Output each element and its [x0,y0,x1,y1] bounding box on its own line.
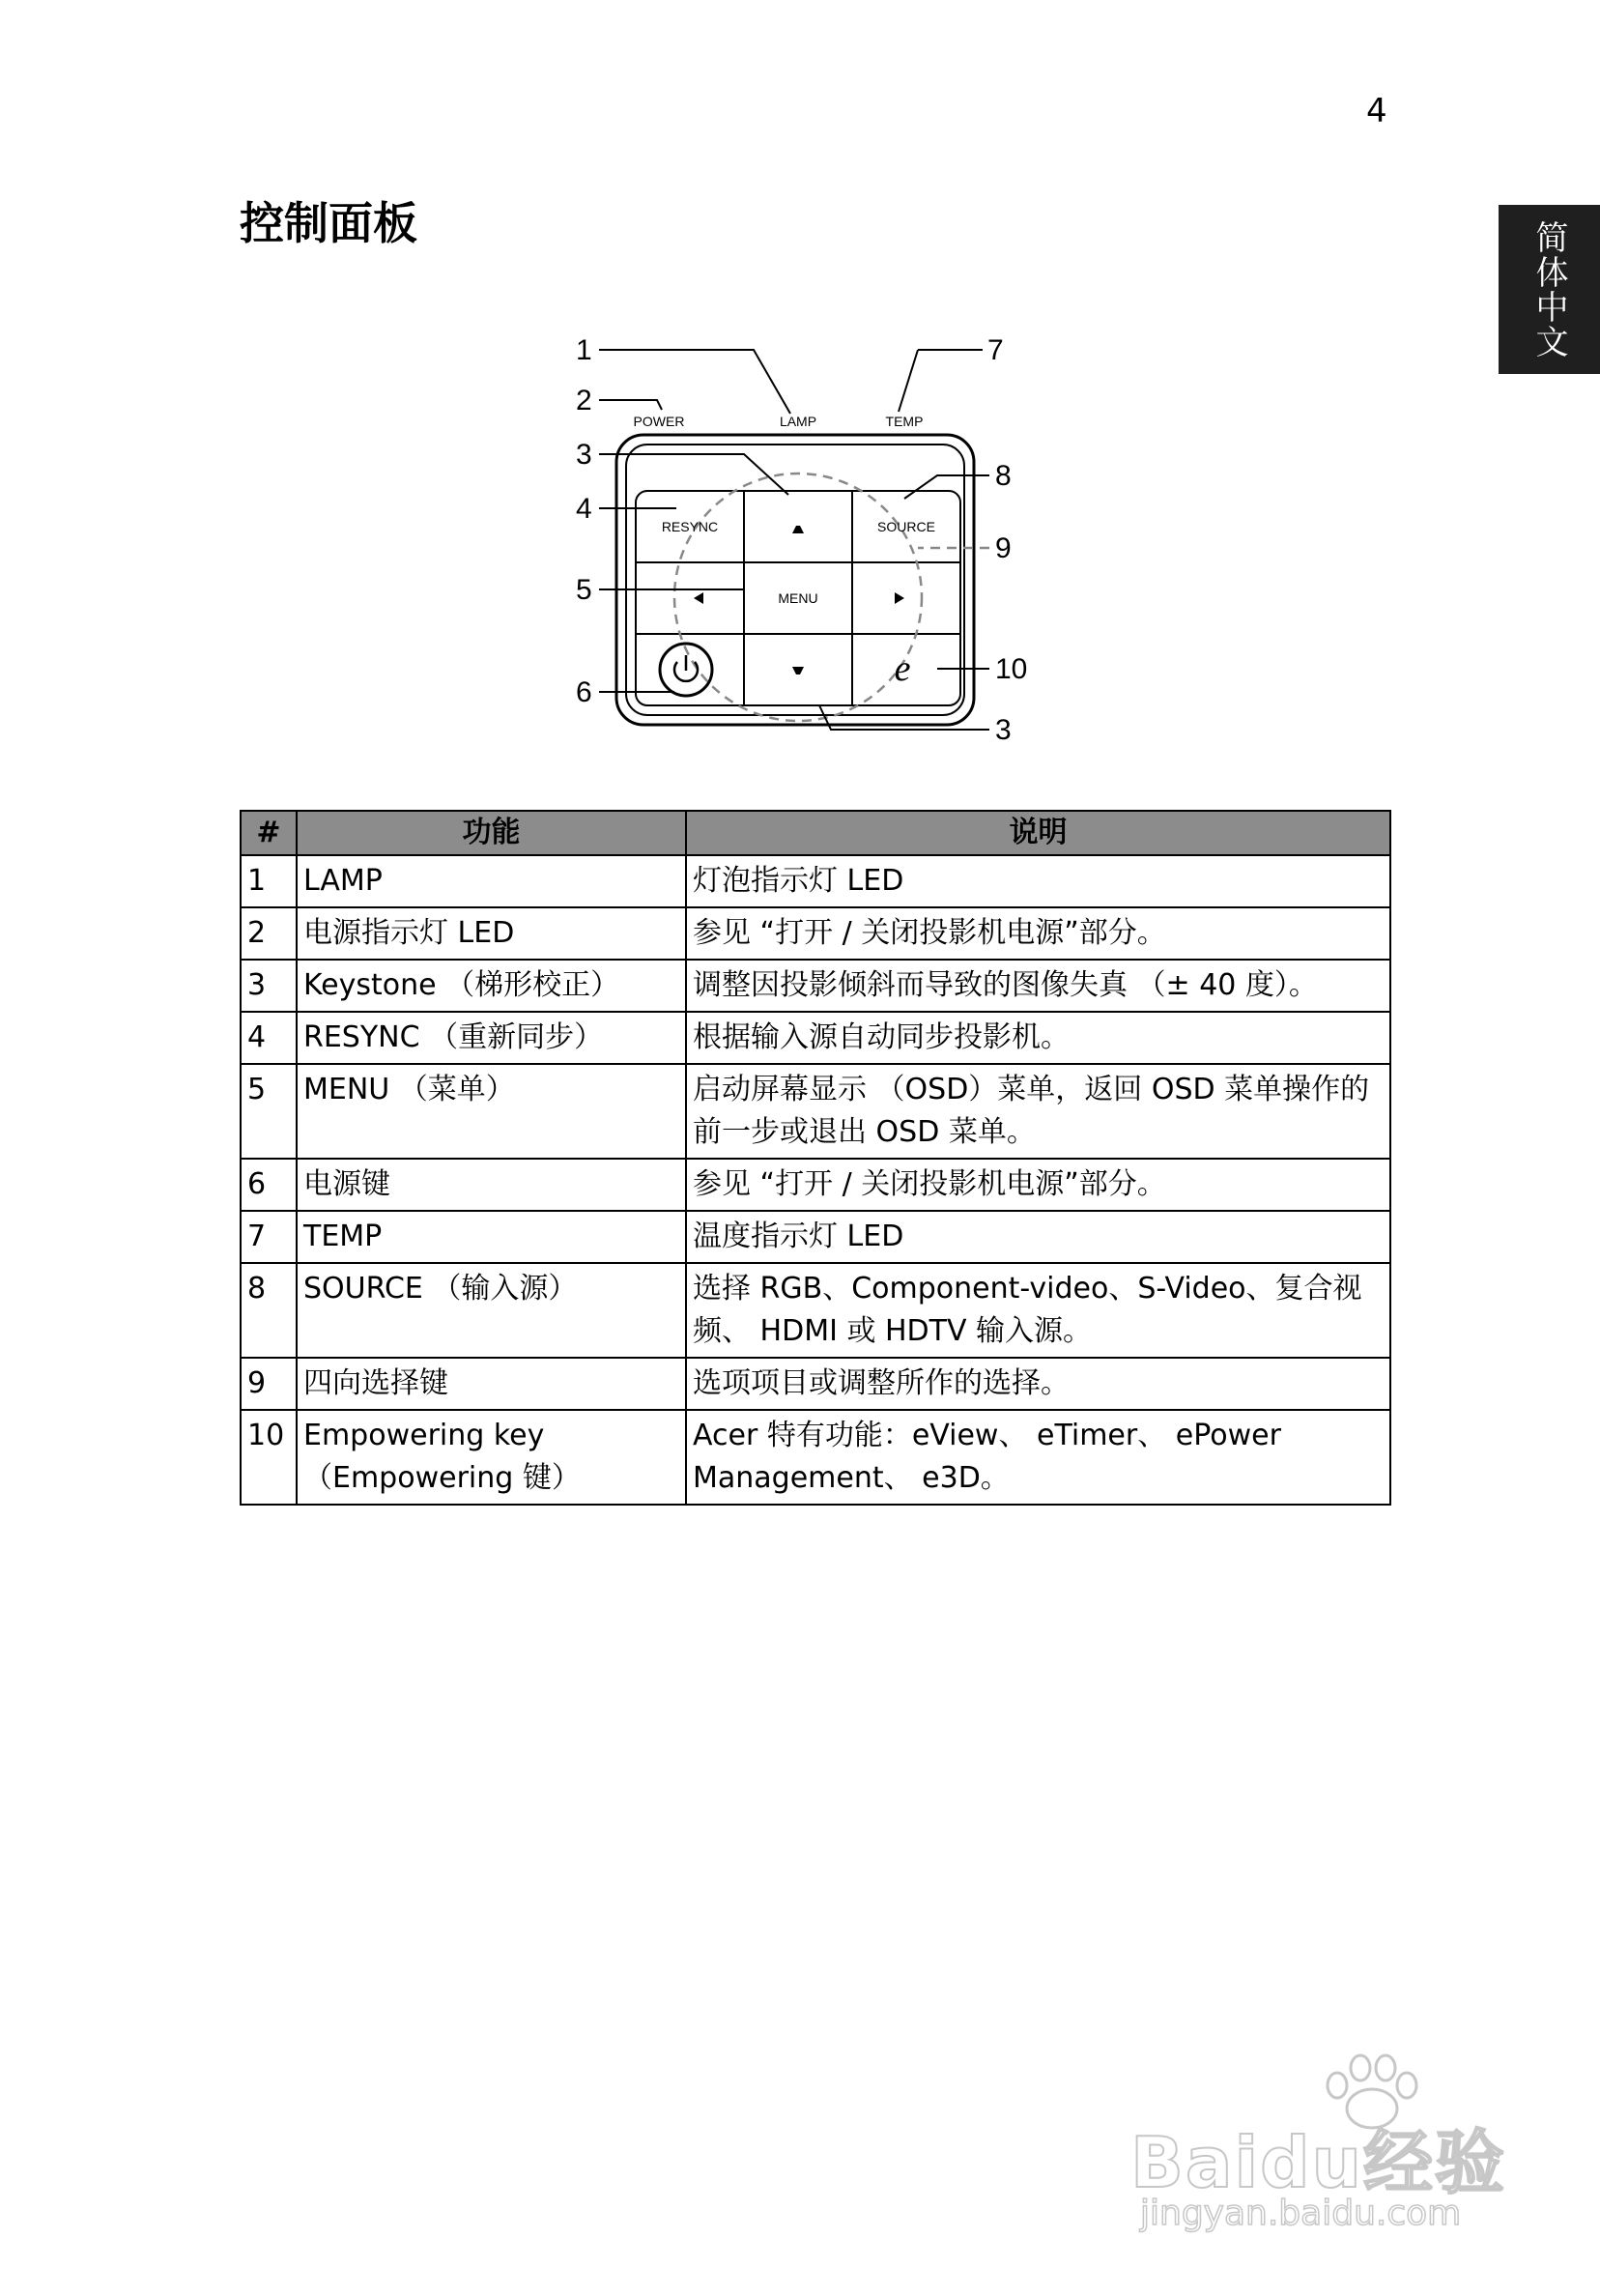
section-title: 控制面板 [240,197,417,249]
resync-key-label: RESYNC [661,519,719,534]
callout-7: 7 [987,334,1004,366]
callout-2: 2 [576,385,592,416]
control-panel-diagram [570,329,1072,763]
row-description: 启动屏幕显示 （OSD）菜单，返回 OSD 菜单操作的前一步或退出 OSD 菜单。 [686,1064,1390,1159]
row-number: 4 [241,1012,297,1064]
row-function: 电源指示灯 LED [297,907,686,960]
callout-3-bottom: 3 [995,714,1012,746]
row-function: Keystone （梯形校正） [297,960,686,1012]
row-description: 参见 “打开 / 关闭投影机电源”部分。 [686,907,1390,960]
language-tab-label: 简体中文 [1529,219,1568,359]
callout-4: 4 [576,493,592,525]
callout-6: 6 [576,676,592,708]
row-number: 5 [241,1064,297,1159]
power-indicator-label: POWER [633,414,685,429]
row-function: 四向选择键 [297,1358,686,1410]
empowering-key-icon: e [894,648,911,689]
header-description: 说明 [686,811,1390,855]
row-number: 7 [241,1211,297,1263]
row-description: 灯泡指示灯 LED [686,855,1390,907]
callout-5: 5 [576,574,592,606]
keystone-down-icon [792,667,804,674]
row-number: 9 [241,1358,297,1410]
table-row [241,1358,1390,1410]
language-tab [1499,205,1600,374]
row-number: 2 [241,907,297,960]
row-function: MENU （菜单） [297,1064,686,1159]
baidu-watermark [1130,2049,1517,2242]
function-table [240,810,1391,1506]
row-description: 根据输入源自动同步投影机。 [686,1012,1390,1064]
table-row [241,1263,1390,1358]
row-description: 选择 RGB、Component-video、S-Video、复合视频、 HDMI 或 HDTV 输入源。 [686,1263,1390,1358]
row-function: RESYNC （重新同步） [297,1012,686,1064]
row-number: 1 [241,855,297,907]
row-function: LAMP [297,855,686,907]
row-description: Acer 特有功能：eView、 eTimer、 ePower Management、 e3D。 [686,1410,1390,1505]
right-arrow-icon [895,592,904,604]
header-number: # [241,811,297,855]
callout-3-top: 3 [576,439,592,471]
table-row [241,1159,1390,1211]
table-row [241,1064,1390,1159]
source-key-label: SOURCE [877,519,935,534]
row-number: 3 [241,960,297,1012]
panel-inner [626,445,964,715]
temp-indicator-label: TEMP [885,414,924,429]
watermark-brand: Baidu经验 [1130,2122,1506,2203]
table-row [241,855,1390,907]
callout-1: 1 [576,334,592,366]
table-header-row [241,811,1390,855]
row-description: 选项项目或调整所作的选择。 [686,1358,1390,1410]
row-number: 8 [241,1263,297,1358]
row-description: 温度指示灯 LED [686,1211,1390,1263]
callout-8: 8 [995,460,1012,492]
table-row [241,907,1390,960]
page-number: 4 [1366,92,1387,130]
row-number: 6 [241,1159,297,1211]
table-row [241,1211,1390,1263]
table-row [241,1410,1390,1505]
row-function: SOURCE （输入源） [297,1263,686,1358]
table-row [241,960,1390,1012]
row-function: TEMP [297,1211,686,1263]
row-function: 电源键 [297,1159,686,1211]
table-row [241,1012,1390,1064]
lamp-indicator-label: LAMP [779,414,817,429]
header-function: 功能 [297,811,686,855]
callout-10: 10 [995,653,1028,685]
keystone-up-icon [792,526,804,533]
watermark-url: jingyan.baidu.com [1140,2194,1462,2233]
row-number: 10 [241,1410,297,1505]
row-description: 参见 “打开 / 关闭投影机电源”部分。 [686,1159,1390,1211]
menu-key-label: MENU [778,590,818,606]
left-arrow-icon [694,592,703,604]
row-function: Empowering key （Empowering 键） [297,1410,686,1505]
callout-9: 9 [995,532,1012,564]
row-description: 调整因投影倾斜而导致的图像失真 （± 40 度）。 [686,960,1390,1012]
